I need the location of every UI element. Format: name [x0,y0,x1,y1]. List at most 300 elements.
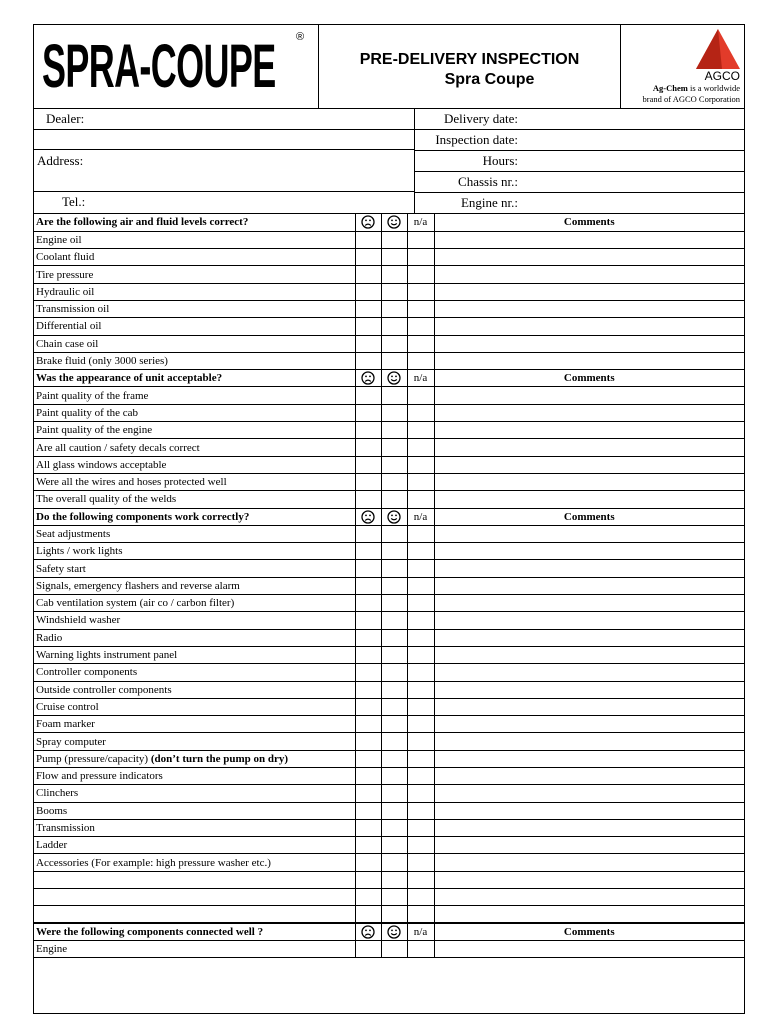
na-checkbox[interactable] [407,560,434,577]
comments-field[interactable] [434,733,744,750]
title-cell [319,25,621,108]
ag-chem-name: Ag-Chem [652,83,688,93]
na-column-header: n/a [407,214,434,231]
checklist-item-label [34,318,355,335]
na-column-header: n/a [407,508,434,525]
ok-checkbox[interactable] [381,525,407,542]
na-checkbox[interactable] [407,335,434,352]
checklist-item-label [34,473,355,490]
item-text: Foam marker [36,718,95,731]
ok-column-header [381,214,407,231]
comments-field[interactable] [434,577,744,594]
not-ok-checkbox[interactable] [355,871,381,888]
not-ok-checkbox[interactable] [355,473,381,490]
checklist-item-label [34,491,355,508]
not-ok-checkbox[interactable] [355,646,381,663]
na-checkbox[interactable] [407,716,434,733]
inspection-date-label: Inspection date: [435,132,518,147]
na-checkbox[interactable] [407,456,434,473]
address-row[interactable] [34,150,414,192]
form-subtitle: Spra Coupe [444,70,535,88]
comments-field[interactable] [434,335,744,352]
item-text: Differential oil [36,320,102,333]
item-text: Windshield washer [36,614,121,627]
unit-info [415,109,744,213]
na-checkbox[interactable] [407,318,434,335]
ok-checkbox[interactable] [381,681,407,698]
not-ok-checkbox[interactable] [355,629,381,646]
not-ok-column-header [355,508,381,525]
section-header-row [34,214,744,231]
comments-field[interactable] [434,404,744,421]
item-text: Ladder [36,839,68,852]
item-text: Were all the wires and hoses protected well [36,476,227,489]
address-label: Address: [37,153,84,168]
ok-checkbox[interactable] [381,577,407,594]
item-text: Transmission [36,822,95,835]
checklist-item-label [34,733,355,750]
checklist-row [34,716,744,733]
ok-checkbox[interactable] [381,456,407,473]
na-checkbox[interactable] [407,266,434,283]
not-ok-checkbox[interactable] [355,283,381,300]
checklist-row [34,387,744,404]
checklist-row [34,422,744,439]
checklist-item-label [34,906,355,923]
comments-field[interactable] [434,716,744,733]
comments-field[interactable] [434,318,744,335]
ok-checkbox[interactable] [381,543,407,560]
form-header [34,25,744,109]
checklist-item-label [34,854,355,871]
ok-checkbox[interactable] [381,266,407,283]
na-checkbox[interactable] [407,612,434,629]
comments-field[interactable] [434,802,744,819]
smiling-face-icon [387,926,401,938]
not-ok-checkbox[interactable] [355,525,381,542]
comments-field[interactable] [434,819,744,836]
checklist-item-label [34,889,355,906]
comments-field[interactable] [434,785,744,802]
checklist-row [34,404,744,421]
item-text: Clinchers [36,787,79,800]
item-text: All glass windows acceptable [36,458,167,471]
not-ok-column-header [355,370,381,387]
engine-field[interactable] [520,193,744,213]
checklist-row [34,664,744,681]
hours-label: Hours: [482,153,518,168]
item-text: Safety start [36,562,86,575]
checklist-row [34,231,744,248]
comments-field[interactable] [434,595,744,612]
na-checkbox[interactable] [407,249,434,266]
not-ok-checkbox[interactable] [355,698,381,715]
comments-field[interactable] [434,560,744,577]
chassis-label: Chassis nr.: [458,174,518,189]
not-ok-checkbox[interactable] [355,768,381,785]
checklist-item-label [34,750,355,767]
item-text: Lights / work lights [36,545,123,558]
item-text: Brake fluid (only 3000 series) [36,355,168,368]
na-checkbox[interactable] [407,819,434,836]
not-ok-checkbox[interactable] [355,595,381,612]
brand-cell [621,25,744,108]
checklist-row [34,525,744,542]
checklist-row [34,283,744,300]
smiling-face-icon [387,372,401,384]
item-text: Tire pressure [36,268,94,281]
ok-column-header [381,370,407,387]
brand-statement-line2: brand of AGCO Corporation [642,94,740,104]
checklist-row [34,318,744,335]
not-ok-checkbox[interactable] [355,543,381,560]
comments-field[interactable] [434,352,744,369]
ok-checkbox[interactable] [381,940,407,957]
comments-field[interactable] [434,266,744,283]
ok-checkbox[interactable] [381,768,407,785]
na-checkbox[interactable] [407,854,434,871]
inspection-date-field[interactable] [520,130,744,150]
checklist-item-label [34,664,355,681]
comments-field[interactable] [434,698,744,715]
not-ok-checkbox[interactable] [355,750,381,767]
checklist-item-label [34,283,355,300]
comments-field[interactable] [434,768,744,785]
na-checkbox[interactable] [407,387,434,404]
checklist-row [34,698,744,715]
frowning-face-icon [361,216,375,228]
ok-checkbox[interactable] [381,802,407,819]
not-ok-checkbox[interactable] [355,439,381,456]
not-ok-checkbox[interactable] [355,491,381,508]
checklist-row [34,456,744,473]
frowning-face-icon [361,510,375,522]
comments-field[interactable] [434,889,744,906]
checklist-row [34,871,744,888]
engine-row[interactable] [415,193,744,213]
section-heading: Was the appearance of unit acceptable? [34,370,355,387]
na-checkbox[interactable] [407,698,434,715]
comments-field[interactable] [434,300,744,317]
delivery-date-row[interactable] [415,109,744,130]
comments-field[interactable] [434,439,744,456]
item-text: Paint quality of the cab [36,406,139,419]
na-checkbox[interactable] [407,473,434,490]
checklist-item-label [34,716,355,733]
not-ok-checkbox[interactable] [355,352,381,369]
na-checkbox[interactable] [407,785,434,802]
checklist-item-label [34,698,355,715]
checklist-row [34,785,744,802]
comments-field[interactable] [434,249,744,266]
not-ok-checkbox[interactable] [355,733,381,750]
not-ok-checkbox[interactable] [355,785,381,802]
ok-checkbox[interactable] [381,318,407,335]
ok-checkbox[interactable] [381,646,407,663]
item-text: Hydraulic oil [36,285,95,298]
na-checkbox[interactable] [407,595,434,612]
checklist-row [34,595,744,612]
comments-column-header: Comments [434,508,744,525]
comments-field[interactable] [434,525,744,542]
not-ok-checkbox[interactable] [355,889,381,906]
ok-checkbox[interactable] [381,698,407,715]
tel-row[interactable] [34,192,414,213]
not-ok-checkbox[interactable] [355,318,381,335]
checklist-item-label [34,266,355,283]
checklist-row [34,889,744,906]
frowning-face-icon [361,372,375,384]
not-ok-checkbox[interactable] [355,819,381,836]
na-checkbox[interactable] [407,439,434,456]
item-text: Controller components [36,666,138,679]
checklist-row [34,335,744,352]
ok-checkbox[interactable] [381,595,407,612]
ok-checkbox[interactable] [381,387,407,404]
na-checkbox[interactable] [407,750,434,767]
ok-checkbox[interactable] [381,854,407,871]
not-ok-checkbox[interactable] [355,664,381,681]
checklist-row [34,491,744,508]
checklist-item-label [34,456,355,473]
delivery-date-field[interactable] [520,109,744,129]
checklist-item-label [34,629,355,646]
comments-field[interactable] [434,854,744,871]
comments-field[interactable] [434,629,744,646]
checklist-row [34,681,744,698]
not-ok-checkbox[interactable] [355,612,381,629]
ok-checkbox[interactable] [381,871,407,888]
checklist-row [34,473,744,490]
not-ok-checkbox[interactable] [355,681,381,698]
chassis-row[interactable] [415,172,744,193]
comments-field[interactable] [434,681,744,698]
comments-field[interactable] [434,646,744,663]
item-text: Transmission oil [36,303,110,316]
ok-checkbox[interactable] [381,664,407,681]
na-checkbox[interactable] [407,940,434,957]
ok-checkbox[interactable] [381,889,407,906]
comments-field[interactable] [434,940,744,957]
item-text: Flow and pressure indicators [36,770,163,783]
hours-field[interactable] [520,151,744,171]
na-checkbox[interactable] [407,543,434,560]
form-title: PRE-DELIVERY INSPECTION [359,50,580,68]
ok-checkbox[interactable] [381,231,407,248]
tel-label: Tel.: [62,194,86,209]
checklist-row [34,629,744,646]
checklist-item-label [34,231,355,248]
not-ok-checkbox[interactable] [355,802,381,819]
delivery-date-label: Delivery date: [444,111,518,126]
ok-checkbox[interactable] [381,837,407,854]
checklist-row [34,854,744,871]
ok-checkbox[interactable] [381,733,407,750]
na-checkbox[interactable] [407,733,434,750]
ok-column-header [381,923,407,940]
comments-field[interactable] [434,612,744,629]
item-text: The overall quality of the welds [36,493,177,506]
na-column-header: n/a [407,370,434,387]
checklist-row [34,266,744,283]
na-checkbox[interactable] [407,283,434,300]
na-checkbox[interactable] [407,646,434,663]
checklist-row [34,733,744,750]
ok-checkbox[interactable] [381,404,407,421]
not-ok-checkbox[interactable] [355,940,381,957]
checklist-item-label [34,300,355,317]
item-text: Paint quality of the engine [36,424,153,437]
na-checkbox[interactable] [407,871,434,888]
na-checkbox[interactable] [407,491,434,508]
item-text: Radio [36,631,63,644]
na-checkbox[interactable] [407,681,434,698]
chassis-field[interactable] [520,172,744,192]
checklist-item-label [34,819,355,836]
na-checkbox[interactable] [407,768,434,785]
ok-checkbox[interactable] [381,473,407,490]
inspection-date-row[interactable] [415,130,744,151]
na-checkbox[interactable] [407,300,434,317]
ok-checkbox[interactable] [381,439,407,456]
ok-checkbox[interactable] [381,560,407,577]
na-column-header: n/a [407,923,434,940]
comments-field[interactable] [434,283,744,300]
checklist-row [34,249,744,266]
checklist-item-label [34,646,355,663]
comments-field[interactable] [434,664,744,681]
checklist-row [34,802,744,819]
not-ok-column-header [355,214,381,231]
ok-checkbox[interactable] [381,716,407,733]
hours-row[interactable] [415,151,744,172]
na-checkbox[interactable] [407,422,434,439]
comments-field[interactable] [434,456,744,473]
dealer-blank-row[interactable] [34,130,414,150]
checklist-item-label [34,543,355,560]
not-ok-checkbox[interactable] [355,456,381,473]
na-checkbox[interactable] [407,629,434,646]
na-checkbox[interactable] [407,837,434,854]
ok-checkbox[interactable] [381,491,407,508]
ok-checkbox[interactable] [381,819,407,836]
not-ok-checkbox[interactable] [355,300,381,317]
comments-field[interactable] [434,491,744,508]
na-checkbox[interactable] [407,802,434,819]
checklist-row [34,768,744,785]
ok-checkbox[interactable] [381,352,407,369]
item-text: Paint quality of the frame [36,389,149,402]
checklist-item-label [34,837,355,854]
info-block [34,109,744,214]
item-text: Signals, emergency flashers and reverse alarm [36,579,240,592]
comments-column-header: Comments [434,923,744,940]
checklist-item-label [34,802,355,819]
checklist-row [34,560,744,577]
comments-field[interactable] [434,473,744,490]
ok-checkbox[interactable] [381,750,407,767]
dealer-row[interactable] [34,109,414,130]
not-ok-checkbox[interactable] [355,837,381,854]
ok-column-header [381,508,407,525]
ok-checkbox[interactable] [381,785,407,802]
checklist-row [34,819,744,836]
checklist-row [34,439,744,456]
ok-checkbox[interactable] [381,906,407,923]
na-checkbox[interactable] [407,906,434,923]
comments-field[interactable] [434,231,744,248]
comments-field[interactable] [434,750,744,767]
smiling-face-icon [387,510,401,522]
not-ok-checkbox[interactable] [355,387,381,404]
item-text: Accessories (For example: high pressure washer etc.) [36,856,271,869]
ok-checkbox[interactable] [381,629,407,646]
not-ok-checkbox[interactable] [355,906,381,923]
na-checkbox[interactable] [407,404,434,421]
item-text: Outside controller components [36,683,172,696]
checklist-item-label [34,595,355,612]
comments-field[interactable] [434,543,744,560]
not-ok-checkbox[interactable] [355,231,381,248]
comments-field[interactable] [434,837,744,854]
not-ok-checkbox[interactable] [355,404,381,421]
checklist-item-label [34,249,355,266]
section-heading: Are the following air and fluid levels correct? [34,214,355,231]
checklist-row [34,906,744,923]
na-checkbox[interactable] [407,352,434,369]
na-checkbox[interactable] [407,525,434,542]
item-text: Are all caution / safety decals correct [36,441,200,454]
not-ok-checkbox[interactable] [355,577,381,594]
not-ok-checkbox[interactable] [355,422,381,439]
comments-field[interactable] [434,422,744,439]
comments-field[interactable] [434,871,744,888]
not-ok-checkbox[interactable] [355,335,381,352]
ok-checkbox[interactable] [381,422,407,439]
comments-column-header: Comments [434,214,744,231]
ok-checkbox[interactable] [381,612,407,629]
item-text: Seat adjustments [36,527,111,540]
checklist-item-label [34,352,355,369]
ok-checkbox[interactable] [381,300,407,317]
checklist-row [34,646,744,663]
na-checkbox[interactable] [407,577,434,594]
ok-checkbox[interactable] [381,335,407,352]
item-text: Coolant fluid [36,251,95,264]
na-checkbox[interactable] [407,231,434,248]
comments-field[interactable] [434,387,744,404]
checklist-item-label [34,335,355,352]
item-text: Pump (pressure/capacity) [36,752,151,765]
na-checkbox[interactable] [407,664,434,681]
logo-cell [34,25,319,108]
checklist-row [34,612,744,629]
na-checkbox[interactable] [407,889,434,906]
item-text: Chain case oil [36,337,99,350]
checklist-item-label [34,940,355,957]
not-ok-checkbox[interactable] [355,266,381,283]
not-ok-checkbox[interactable] [355,716,381,733]
not-ok-checkbox[interactable] [355,560,381,577]
ok-checkbox[interactable] [381,283,407,300]
not-ok-checkbox[interactable] [355,854,381,871]
checklist-item-label [34,768,355,785]
agco-wordmark: AGCO [704,69,740,83]
ok-checkbox[interactable] [381,249,407,266]
comments-field[interactable] [434,906,744,923]
not-ok-checkbox[interactable] [355,249,381,266]
dealer-info [34,109,415,213]
